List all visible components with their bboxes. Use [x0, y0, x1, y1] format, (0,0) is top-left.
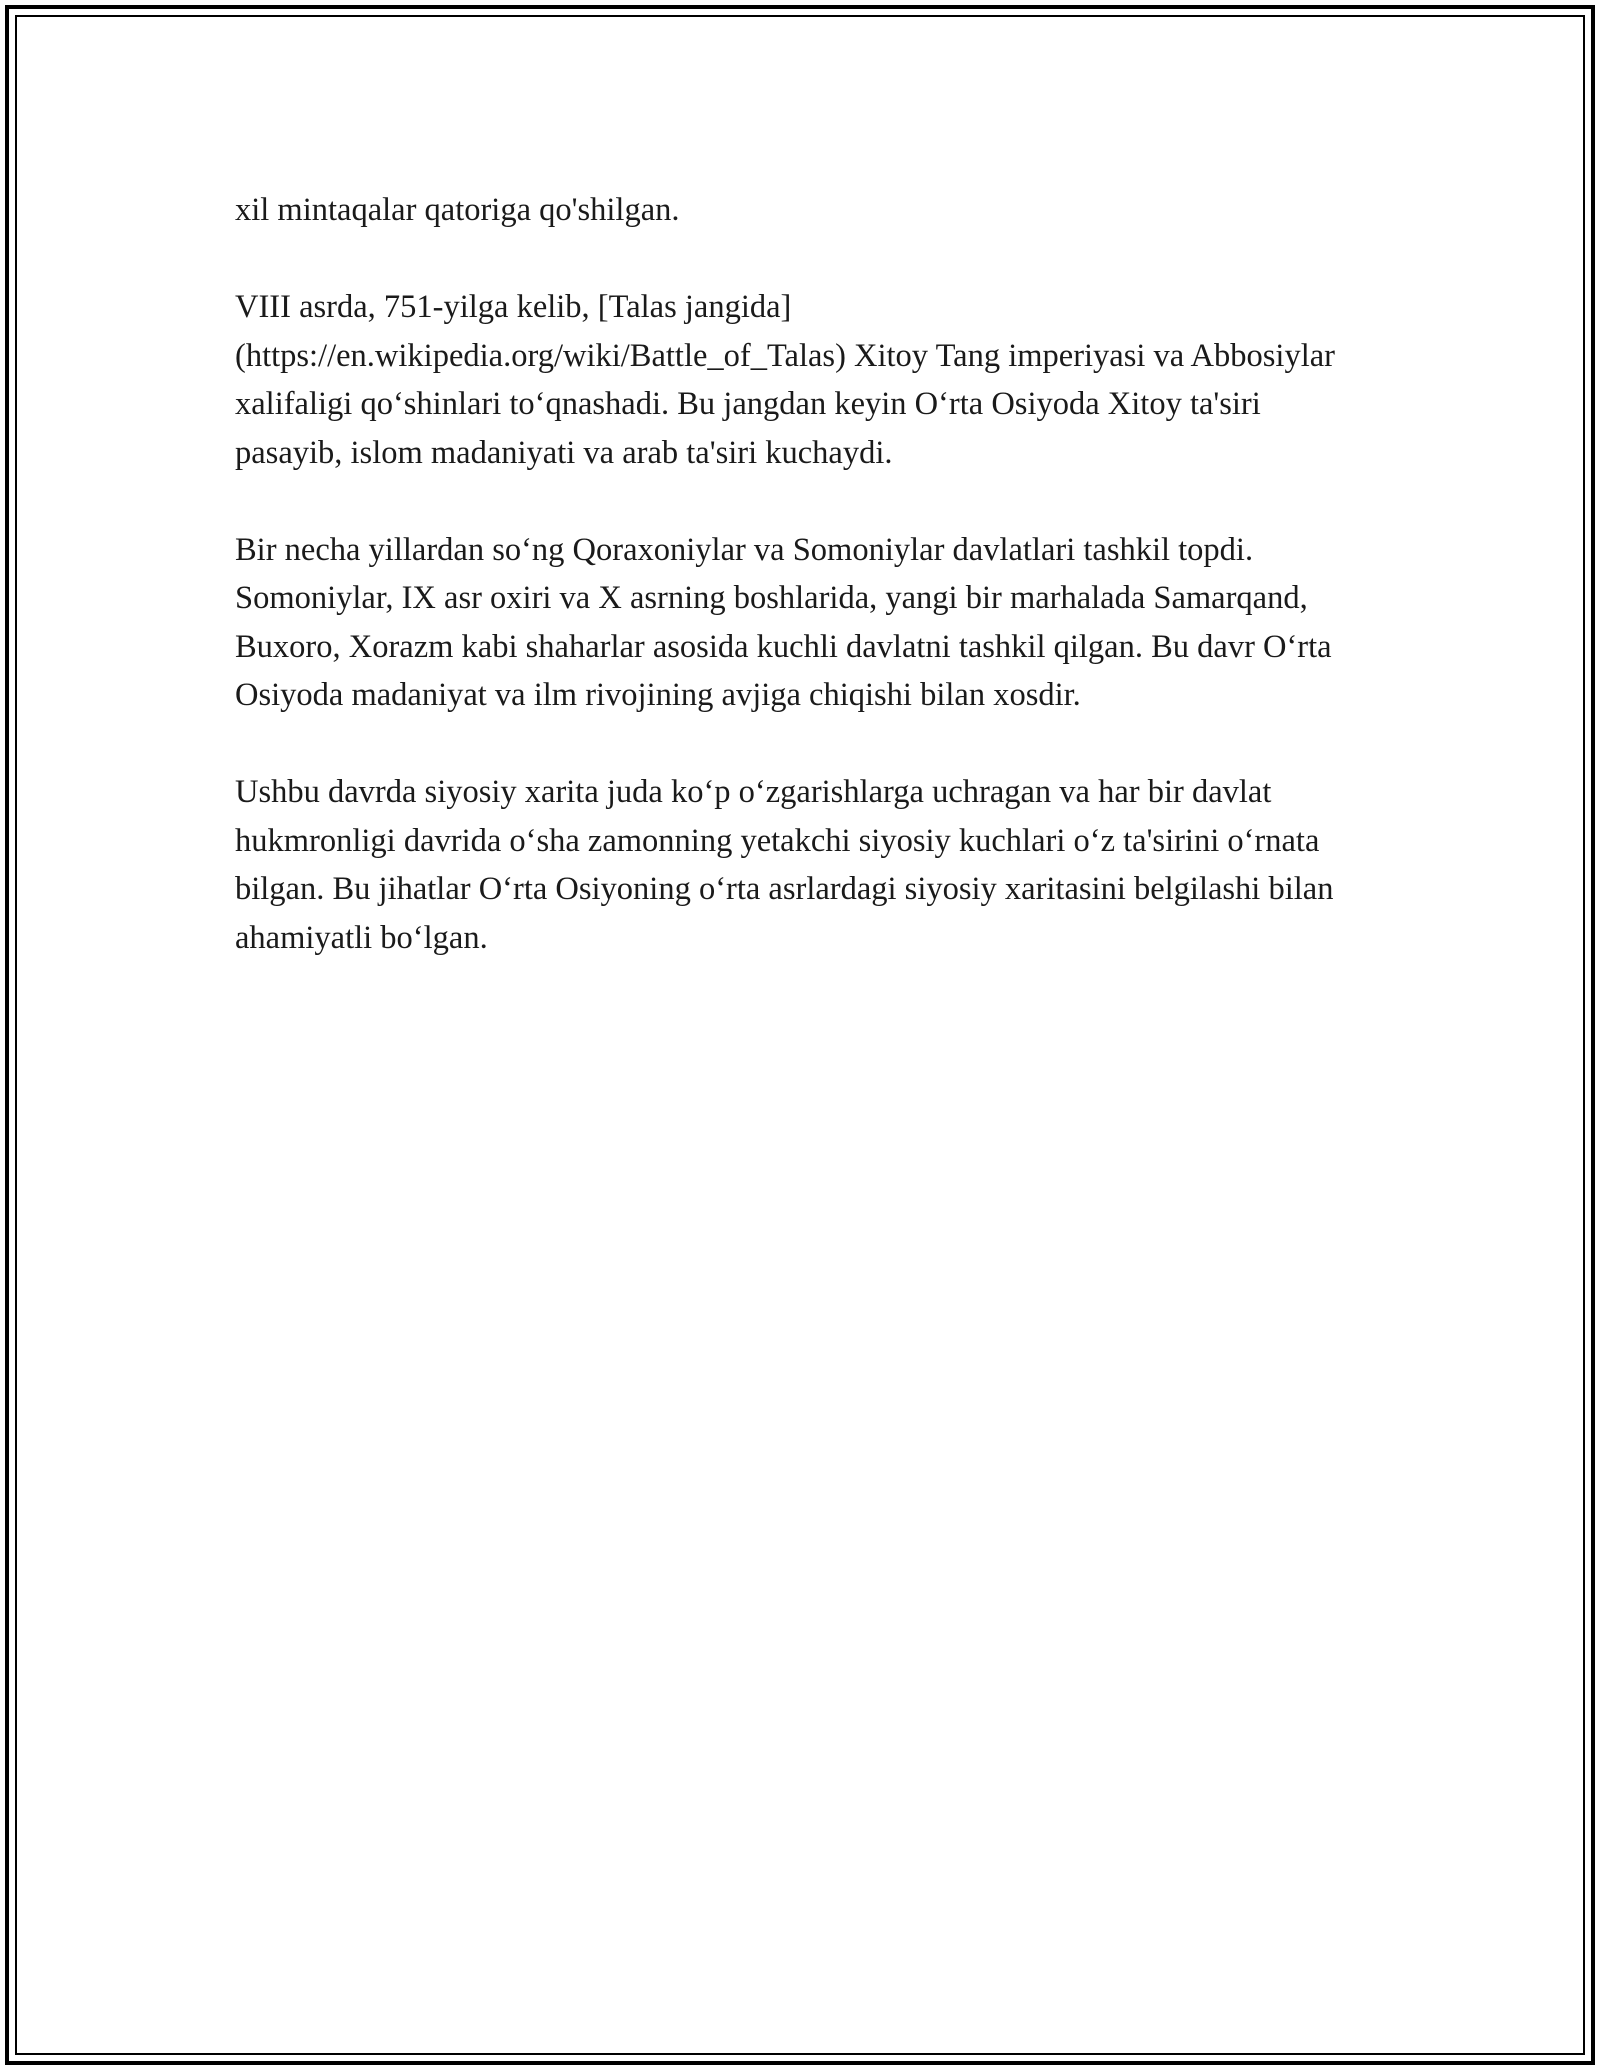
document-body [235, 186, 1375, 962]
paragraph-samanids: Bir necha yillardan so‘ng Qoraxoniylar va Somoniylar davlatlari tashkil topdi. Somoniylar, IX asr oxiri va X asrning boshlarida, yangi bir marhalada Samarqand, Buxoro, Xorazm kabi shaharlar asosida kuchli davlatni tashkil qilgan. Bu davr O‘rta Osiyoda madaniyat va ilm rivojining avjiga chiqishi bilan xosdir. [235, 531, 1332, 713]
paragraph-continuation: xil mintaqalar qatoriga qo'shilgan. [235, 192, 680, 228]
paragraph-political-map: Ushbu davrda siyosiy xarita juda ko‘p o‘zgarishlarga uchragan va har bir davlat hukmronligi davrida o‘sha zamonning yetakchi siyosiy kuchlari o‘z ta'sirini o‘rnata bilgan. Bu jihatlar O‘rta Osiyoning o‘rta asrlardagi siyosiy xaritasini belgilashi bilan ahamiyatli bo‘lgan. [235, 774, 1334, 956]
paragraph-talas-battle: VIII asrda, 751-yilga kelib, [Talas jangida](https://en.wikipedia.org/wiki/Battle_of_Talas) Xitoy Tang imperiyasi va Abbosiylar xalifaligi qo‘shinlari to‘qnashadi. Bu jangdan keyin O‘rta Osiyoda Xitoy ta'siri pasayib, islom madaniyati va arab ta'siri kuchaydi. [235, 289, 1335, 471]
